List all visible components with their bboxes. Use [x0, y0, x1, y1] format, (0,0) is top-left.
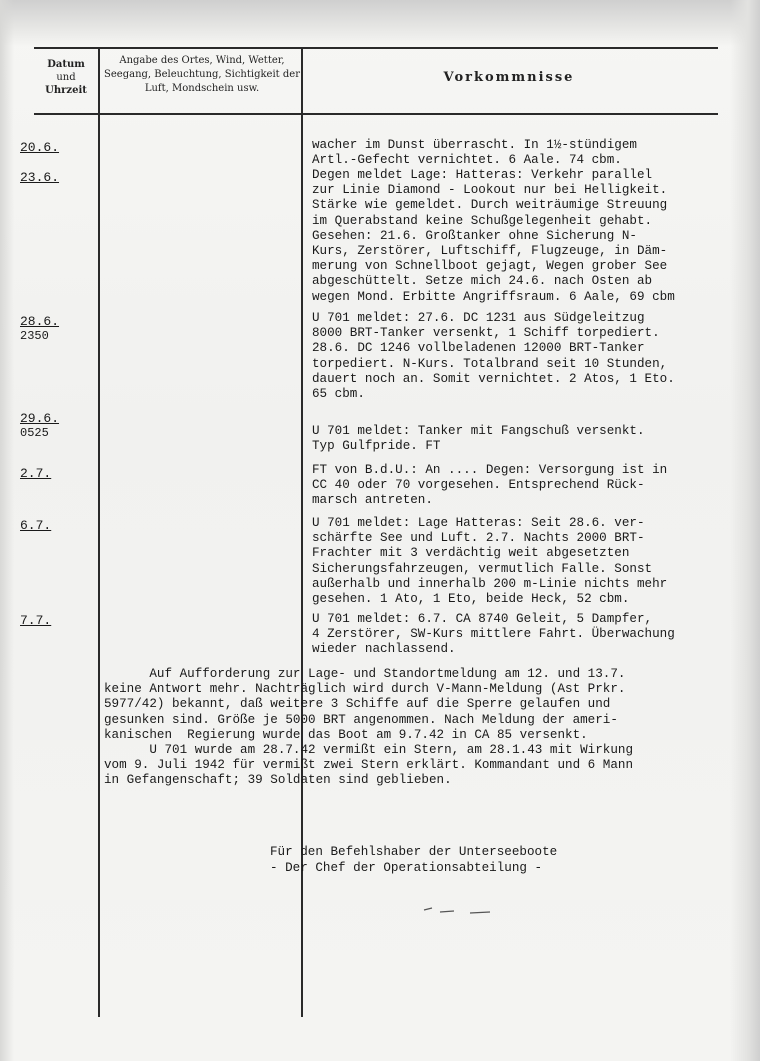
- entry-text-7: U 701 meldet: 6.7. CA 8740 Geleit, 5 Dampfer, 4 Zerstörer, SW-Kurs mittlere Fahrt. Überwachung wieder nachlassend.: [312, 612, 675, 657]
- entry-text-1: wacher im Dunst überrascht. In 1½-stündigem Artl.-Gefecht vernichtet. 6 Aale. 74 cbm.: [312, 138, 637, 168]
- entry-text-4: U 701 meldet: Tanker mit Fangschuß versenkt. Typ Gulfpride. FT: [312, 424, 645, 454]
- date-entry-5: 2.7.: [20, 466, 52, 481]
- handwritten-mark: [420, 900, 500, 920]
- signature-line-1: Für den Befehlshaber der Unterseeboote: [270, 845, 558, 859]
- summary-text: Auf Aufforderung zur Lage- und Standortmeldung am 12. und 13.7. keine Antwort mehr. Nachträglich wird durch V-Mann-Meldung (Ast Prkr. 5977/42) bekannt, daß weitere 3 Schiffe auf die Sperre gelaufen und gesunken sind. Größe je 5000 BRT angenommen. Nach Meldung der ameri- kanischen Regierung wurde das Boot am 9.7.42 in CA 85 versenkt. U 701 wurde am 28.7.42 vermißt ein Stern, am 28.1.43 mit Wirkung vom 9. Juli 1942 für vermißt zwei Stern erklärt. Kommandant und 6 Mann in Gefangenschaft; 39 Soldaten sind geblieben.: [104, 667, 634, 788]
- header-angabe: Angabe des Ortes, Wind, Wetter, Seegang, Beleuchtung, Sichtigkeit der Luft, Mondschein usw.: [104, 55, 300, 94]
- scan-shadow-top: [0, 0, 760, 46]
- header-vorkommnisse: Vorkommnisse: [443, 70, 575, 85]
- date-entry-2: 23.6.: [20, 170, 60, 185]
- scan-shadow-left: [0, 0, 14, 1061]
- header-datum: Datum und Uhrzeit: [45, 59, 87, 96]
- date-entry-1: 20.6.: [20, 140, 60, 155]
- date-entry-4: 29.6. 0525: [20, 411, 60, 440]
- date-entry-7: 7.7.: [20, 613, 52, 628]
- rule-header-bottom: [34, 113, 718, 115]
- column-rule-1: [98, 47, 100, 1017]
- entry-text-6: U 701 meldet: Lage Hatteras: Seit 28.6. ver- schärfte See und Luft. 2.7. Nachts 2000 BRT- Frachter mit 3 verdächtig weit abgesetzten Sicherungsfahrzeugen, vermutlich Falle. Sonst außerhalb und innerhalb 200 m-Linie nichts mehr gesehen. 1 Ato, 1 Eto, beide Heck, 52 cbm.: [312, 516, 668, 607]
- entry-text-2: Degen meldet Lage: Hatteras: Verkehr parallel zur Linie Diamond - Lookout nur bei Helligkeit. Stärke wie gemeldet. Durch weiträumige Streuung im Querabstand keine Schußgelegenheit gehabt. Gesehen: 21.6. Großtanker ohne Sicherung N- Kurs, Zerstörer, Luftschiff, Flugzeuge, in Däm- merung von Schnellboot gejagt, Wegen grober See abgeschüttelt. Setze mich 24.6. nach Osten ab wegen Mond. Erbitte Angriffsraum. 6 Aale, 69 cbm: [312, 168, 675, 304]
- signature-line-2: - Der Chef der Operationsabteilung -: [270, 861, 543, 875]
- entry-text-5: FT von B.d.U.: An .... Degen: Versorgung ist in CC 40 oder 70 vorgesehen. Entsprechend Rück- marsch antreten.: [312, 463, 668, 508]
- entry-text-3: U 701 meldet: 27.6. DC 1231 aus Südgeleitzug 8000 BRT-Tanker versenkt, 1 Schiff torpediert. 28.6. DC 1246 vollbeladenen 12000 BRT-Tanker torpediert. N-Kurs. Totalbrand seit 10 Stunden, dauert noch an. Somit vernichtet. 2 Atos, 1 Eto. 65 cbm.: [312, 311, 675, 402]
- date-entry-6: 6.7.: [20, 518, 52, 533]
- date-entry-3: 28.6. 2350: [20, 314, 60, 343]
- rule-top: [34, 47, 718, 49]
